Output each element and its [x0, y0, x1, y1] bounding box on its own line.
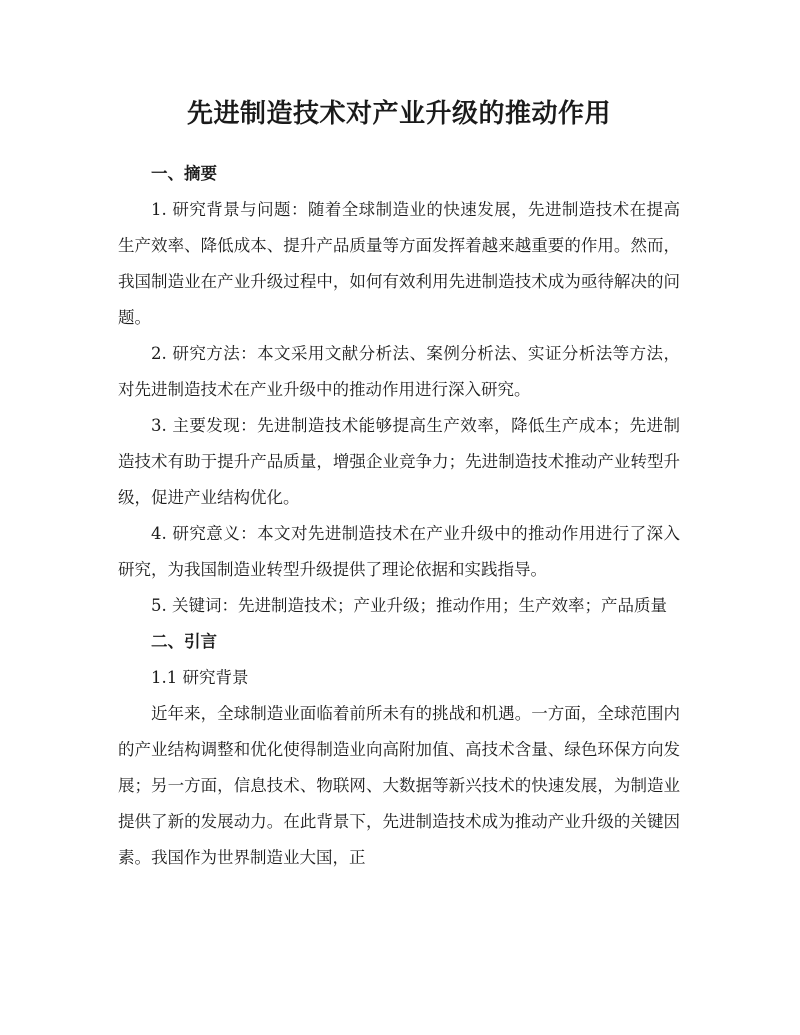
introduction-paragraph: 近年来，全球制造业面临着前所未有的挑战和机遇。一方面，全球范围内的产业结构调整和优化使得制造业向高附加值、高技术含量、绿色环保方向发展；另一方面，信息技术、物联网、大数据等新兴技术的快速发展，为制造业提供了新的发展动力。在此背景下，先进制造技术成为推动产业升级的关键因素。我国作为世界制造业大国，正 — [118, 704, 680, 867]
section-heading-abstract: 一、摘要 — [151, 164, 217, 183]
section-heading-introduction: 二、引言 — [151, 632, 217, 651]
abstract-paragraph-methods: 2. 研究方法：本文采用文献分析法、案例分析法、实证分析法等方法，对先进制造技术在产业升级中的推动作用进行深入研究。 — [118, 344, 680, 399]
document-title: 先进制造技术对产业升级的推动作用 — [186, 99, 611, 129]
subsection-heading-background: 1.1 研究背景 — [151, 668, 249, 687]
abstract-paragraph-significance: 4. 研究意义：本文对先进制造技术在产业升级中的推动作用进行了深入研究，为我国制造业转型升级提供了理论依据和实践指导。 — [118, 524, 680, 579]
abstract-paragraph-background: 1. 研究背景与问题：随着全球制造业的快速发展，先进制造技术在提高生产效率、降低成本、提升产品质量等方面发挥着越来越重要的作用。然而，我国制造业在产业升级过程中，如何有效利用先进制造技术成为亟待解决的问题。 — [118, 200, 680, 327]
abstract-paragraph-keywords: 5. 关键词：先进制造技术；产业升级；推动作用；生产效率；产品质量 — [151, 596, 667, 615]
abstract-paragraph-findings: 3. 主要发现：先进制造技术能够提高生产效率，降低生产成本；先进制造技术有助于提升产品质量，增强企业竞争力；先进制造技术推动产业转型升级，促进产业结构优化。 — [118, 416, 680, 507]
